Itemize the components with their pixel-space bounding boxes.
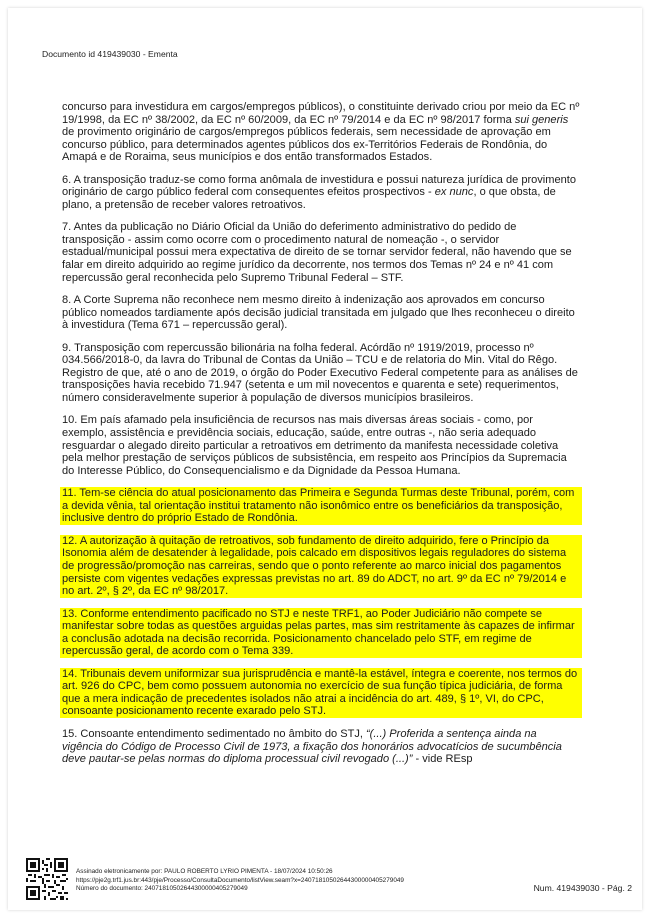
italic-text: sui generis [514,113,569,126]
highlighted-paragraph [60,487,582,525]
italic-text: ex nunc [434,186,474,199]
italic-text: “(...) Proferida a sentença ainda na vigência do Código de Processo Civil de 1973, a fixação dos honorários advocatícios de sucumbência deve pautar-se pelas normas do diploma processual civil revogado (...)” [62,727,562,766]
paragraph-text: 7. Antes da publicação no Diário Oficial da União do deferimento administrativo do pedido de transposição - assim como ocorre com o procedimento natural de nomeação -, o servidor estadual/municipal possui mera expectativa de direito de se tornar servidor federal, não havendo que se falar em direito adquirido ao regime jurídico da decorrente, nos termos dos Temas nº 24 e nº 41 com repercussão geral reconhecida pelo Supremo Tribunal Federal – STF. [62,221,572,284]
paragraph [60,294,582,332]
document-url-link[interactable]: https://pje2g.trf1.jus.br:443/pje/Processo/ConsultaDocumento/listView.seam?x=24071810502644300000405279049 [76,876,404,884]
paragraph [60,174,582,212]
ementa-body [60,101,582,776]
document-id-header: Documento id 419439030 - Ementa [42,49,178,59]
paragraph-text: - vide REsp [412,753,473,766]
paragraph [60,414,582,477]
paragraph [60,728,582,766]
document-page [8,8,642,910]
highlighted-paragraph [60,668,582,718]
highlighted-paragraph [60,535,582,598]
paragraph-text: , o que obsta, de plano, a pretensão de receber valores retroativos. [62,186,556,211]
document-number-line: Número do documento: 24071810502644300000405279049 [76,885,248,893]
paragraph-text: 10. Em país afamado pela insuficiência de recursos nas mais diversas áreas sociais - como, por exemplo, assistência e previdência sociais, educação, saúde, entre outras -, não seria adequado resguardar o alegado direito particular a retroativos em detrimento da manifesta necessidade coletiva pela melhor prestação de serviços públicos de subsistência, em respeito aos Princípios da Supremacia do Interesse Público, do Consequencialismo e da Dignidade da Pessoa Humana. [62,414,567,477]
page-number: Num. 419439030 - Pág. 2 [533,883,632,893]
paragraph-text: 12. A autorização à quitação de retroativos, sob fundamento de direito adquirido, fere o Princípio da Isonomia além de desatender à legalidade, pois calcado em dispositivos legais reguladores do sistema de progressão/promoção nas carreiras, sendo que o ponto referente ao marco inicial dos pagamentos persiste com vigentes vedações expressas previstas no art. 89 do ADCT, no art. 9º da EC nº 79/2014 e no art. 2º, § 2º, da EC nº 98/2017. [62,534,567,598]
paragraph-text: 6. A transposição traduz-se como forma anômala de investidura e possui natureza jurídica de provimento originário de cargo público federal com consequentes efeitos prospectivos - [62,173,576,199]
paragraph-text: 13. Conforme entendimento pacificado no STJ e neste TRF1, ao Poder Judiciário não compete se manifestar sobre todas as questões arguidas pelas partes, mas sim restritamente às capazes de infirmar a conclusão adotada na decisão recorrida. Posicionamento chancelado pelo STF, em regime de repercussão geral, de acordo com o Tema 339. [62,607,575,658]
paragraph-text: concurso para investidura em cargos/empregos públicos), o constituinte derivado criou por meio da EC nº 19/1998, da EC nº 38/2002, da EC nº 60/2009, da EC nº 79/2014 e da EC nº 98/2017 forma [62,101,580,126]
paragraph [60,101,582,164]
paragraph-text: 14. Tribunais devem uniformizar sua jurisprudência e mantê-la estável, íntegra e coerente, nos termos do art. 926 do CPC, bem como possuem autonomia no exercício de sua função típica judiciária, de forma que a mera indicação de precedentes isolados não atrai a incidência do art. 489, § 1º, VI, do CPC, consoante posicionamento recente exarado pelo STJ. [62,667,578,718]
qr-code-icon [26,858,68,900]
signature-footer [76,868,404,894]
paragraph-text: de provimento originário de cargos/empregos públicos federais, sem necessidade de aprovação em concurso público, para determinados agentes públicos dos ex-Territórios Federais de Rondônia, do Amapá e de Roraima, seus municípios e dos então transformados Estados. [62,126,551,164]
paragraph-text: 8. A Corte Suprema não reconhece nem mesmo direito à indenização aos aprovados em concurso público nomeados tardiamente após decisão judicial transitada em julgado que lhes reconheceu o direito à investidura (Tema 671 – repercussão geral). [62,294,575,332]
paragraph-text: 11. Tem-se ciência do atual posicionamento das Primeira e Segunda Turmas deste Tribunal, porém, com a devida vênia, tal orientação institui tratamento não isonômico entre os beneficiários da transposição, inclusive dentro do próprio Estado de Rondônia. [62,487,575,525]
paragraph [60,342,582,405]
paragraph [60,221,582,284]
paragraph-text: 15. Consoante entendimento sedimentado no âmbito do STJ, [62,727,366,740]
highlighted-paragraph [60,608,582,658]
signature-line: Assinado eletronicamente por: PAULO ROBERTO LYRIO PIMENTA - 18/07/2024 10:50:26 [76,868,333,875]
paragraph-text: 9. Transposição com repercussão bilionária na folha federal. Acórdão nº 1919/2019, processo nº 034.566/2018-0, da lavra do Tribunal de Contas da União – TCU e de relatoria do Min. Vital do Rêgo. Registro de que, até o ano de 2019, o órgão do Poder Executivo Federal competente para as análises de transposições havia recebido 71.947 (setenta e um mil novecentos e quarenta e sete) requerimentos, número consideravelmente superior à população de diversos municípios brasileiros. [62,341,578,404]
